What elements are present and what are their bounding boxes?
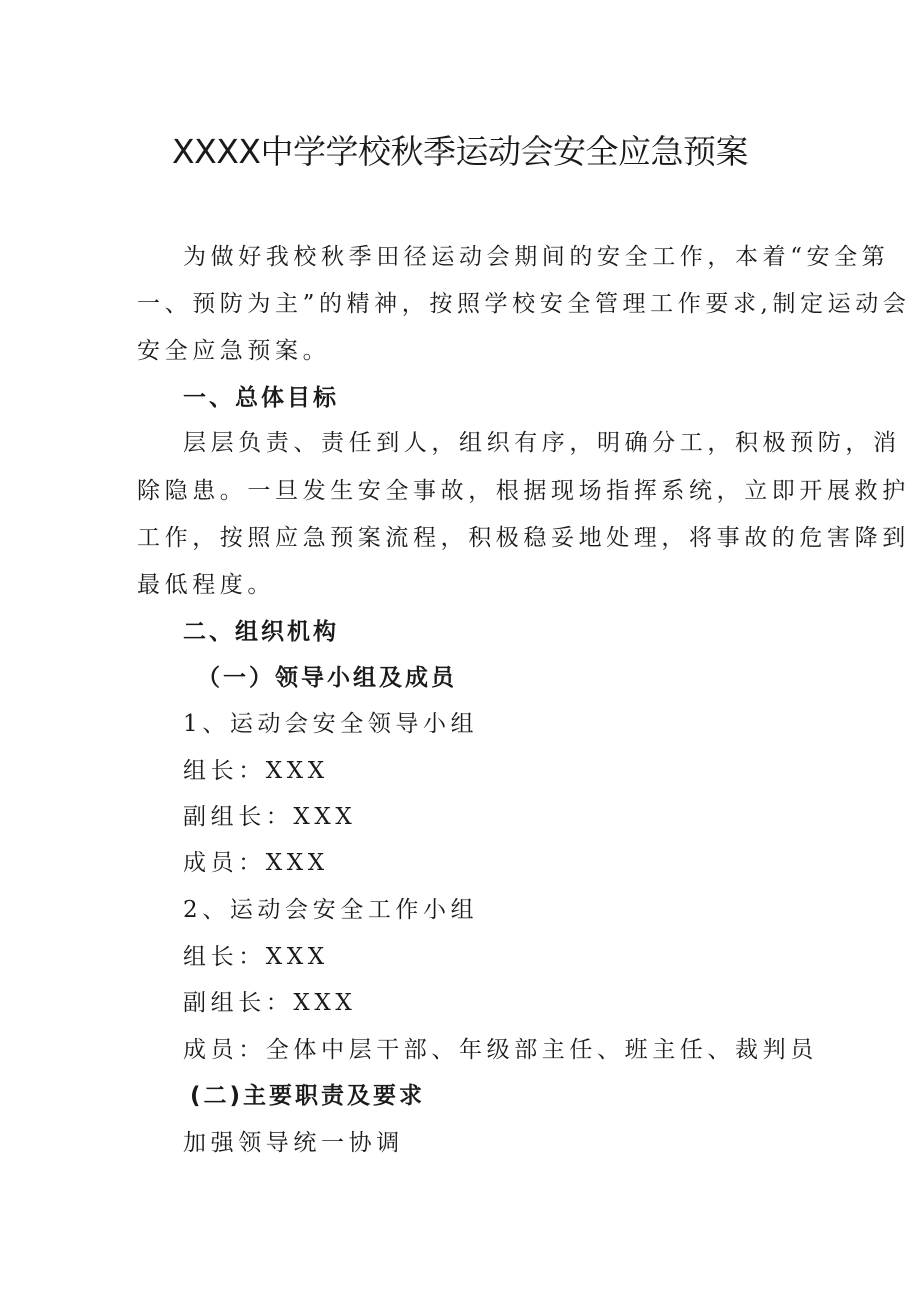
subsection-2-line-1: 加强领导统一协调: [183, 1130, 404, 1156]
document-title: XXXX中学学校秋季运动会安全应急预案: [172, 132, 748, 171]
group-2-deputy: 副组长：XXX: [183, 990, 357, 1016]
group-1-deputy: 副组长：XXX: [183, 804, 357, 830]
section-1-line-3: 工作，按照应急预案流程，积极稳妥地处理，将事故的危害降到: [137, 525, 910, 551]
section-1-heading: 一、总体目标: [183, 385, 339, 411]
section-1-line-4: 最低程度。: [137, 572, 275, 598]
intro-line-3: 安全应急预案。: [137, 338, 331, 364]
group-2-members: 成员：全体中层干部、年级部主任、班主任、裁判员: [183, 1037, 818, 1063]
group-1-leader: 组长：XXX: [183, 758, 329, 784]
section-1-line-2: 除隐患。一旦发生安全事故，根据现场指挥系统，立即开展救护: [137, 478, 910, 504]
section-1-line-1: 层层负责、责任到人，组织有序，明确分工，积极预防，消: [183, 430, 901, 456]
group-1-title: 1、运动会安全领导小组: [183, 711, 479, 737]
section-2-heading: 二、组织机构: [183, 619, 339, 645]
group-2-title: 2、运动会安全工作小组: [183, 897, 479, 923]
group-2-leader: 组长：XXX: [183, 944, 329, 970]
group-1-members: 成员：XXX: [183, 850, 329, 876]
intro-line-2: 一、预防为主”的精神，按照学校安全管理工作要求,制定运动会: [137, 291, 911, 317]
subsection-1-heading: （一）领导小组及成员: [197, 665, 457, 691]
intro-line-1: 为做好我校秋季田径运动会期间的安全工作，本着“安全第: [183, 244, 890, 270]
subsection-2-heading: (二)主要职责及要求: [190, 1083, 426, 1109]
